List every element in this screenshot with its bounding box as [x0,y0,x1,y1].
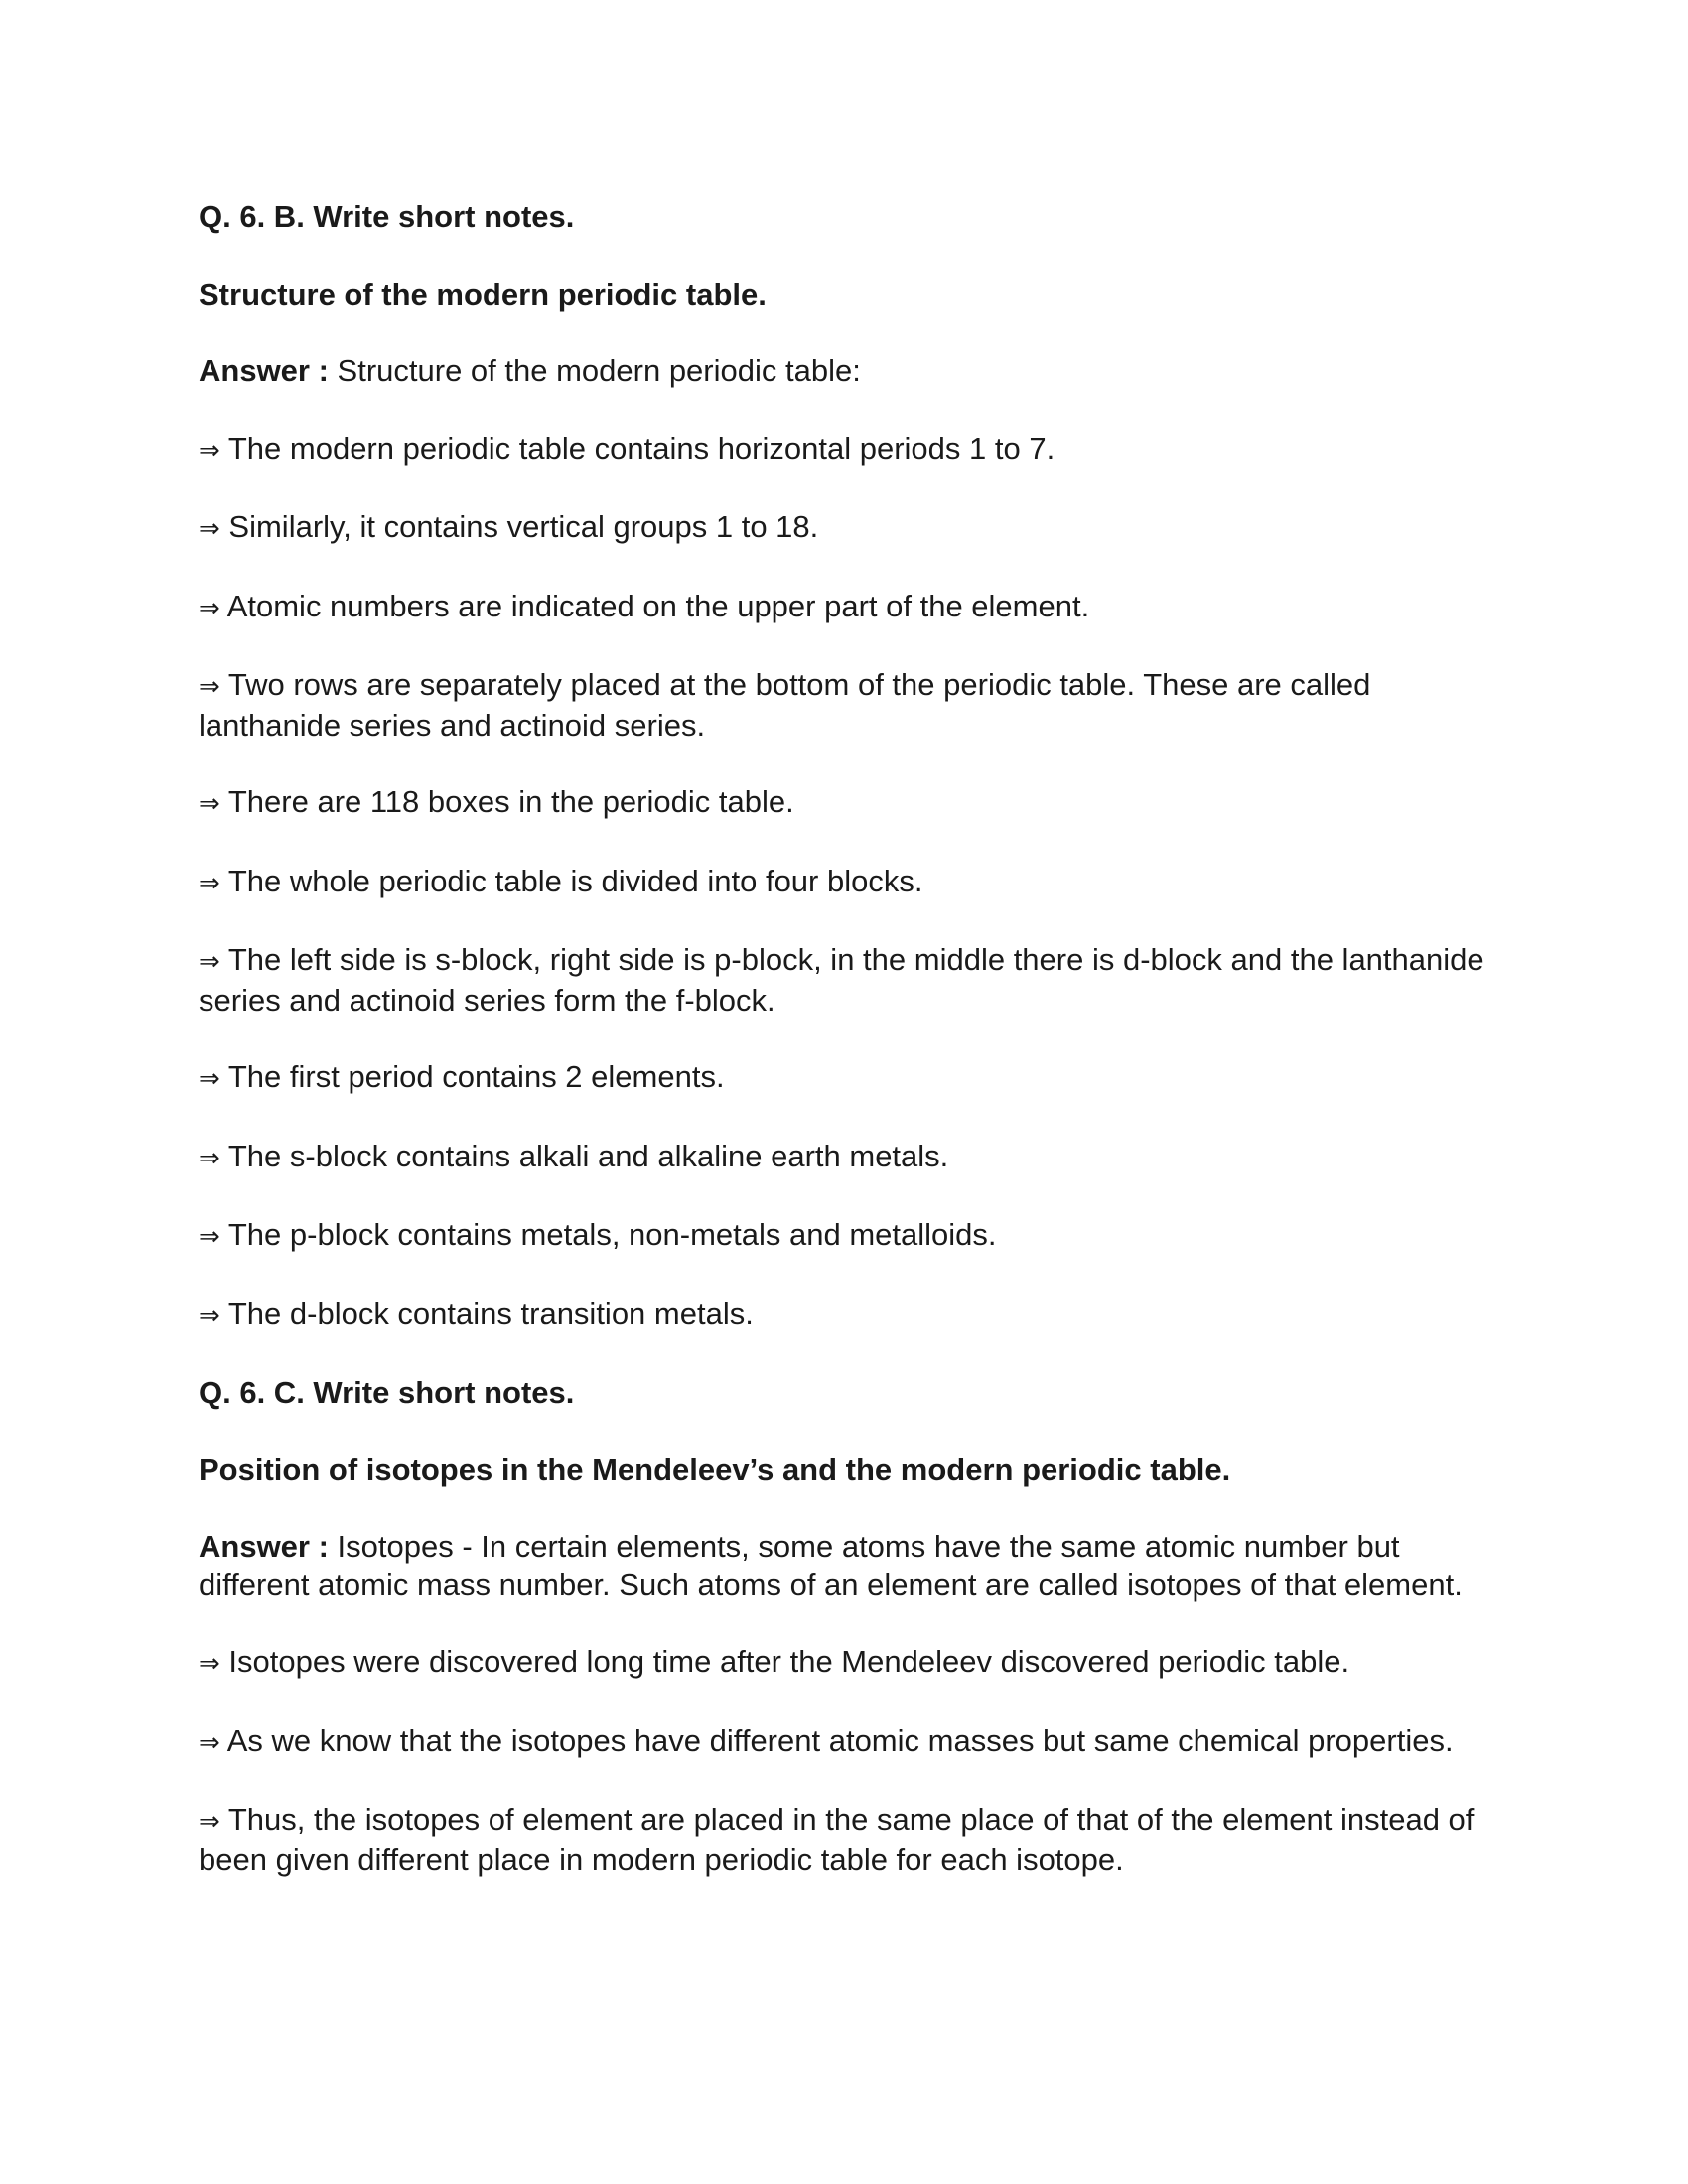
answer-paragraph-c [199,1528,1509,1604]
bullet-point [199,783,1509,824]
bullet-point [199,1296,1509,1336]
bullet-text: Isotopes were discovered long time after the Mendeleev discovered periodic table. [228,1644,1350,1679]
bullet-text: There are 118 boxes in the periodic table. [227,784,794,819]
arrow-icon: ⇒ [199,789,220,819]
bullet-point [199,430,1509,471]
bullet-point [199,863,1509,903]
bullet-text: The p-block contains metals, non-metals and metalloids. [227,1217,997,1252]
question-heading-c: Q. 6. C. Write short notes. [199,1375,575,1410]
bullet-text: Atomic numbers are indicated on the upper part of the element. [226,588,1090,623]
bullet-text: The left side is s-block, right side is p-block, in the middle there is d-block and the lanthanide series and actinoid series form the f-block. [199,942,1484,1018]
bullet-point [199,1058,1509,1099]
bullet-point [199,588,1509,628]
answer-label: Answer : [199,353,329,388]
arrow-icon: ⇒ [199,868,220,898]
arrow-icon: ⇒ [199,1064,220,1094]
topic-heading-c: Position of isotopes in the Mendeleev’s and the modern periodic table. [199,1451,1231,1487]
bullet-point [199,1216,1509,1257]
bullet-point [199,1722,1509,1763]
bullet-text: Two rows are separately placed at the bottom of the periodic table. These are called lanthanide series and actinoid series. [199,667,1371,743]
arrow-icon: ⇒ [199,1727,220,1758]
question-heading-b: Q. 6. B. Write short notes. [199,200,575,234]
arrow-icon: ⇒ [199,1222,220,1252]
arrow-icon: ⇒ [199,672,220,702]
answer-text: Isotopes - In certain elements, some atoms have the same atomic number but different atomic mass number. Such atoms of an element are called isotopes of that element. [199,1529,1463,1602]
arrow-icon: ⇒ [199,435,220,466]
bullet-text: The first period contains 2 elements. [227,1059,725,1094]
bullet-text: The d-block contains transition metals. [227,1296,754,1331]
answer-text: Structure of the modern periodic table: [328,353,861,388]
bullet-text: The s-block contains alkali and alkaline earth metals. [227,1138,949,1173]
bullet-point [199,508,1509,549]
bullet-point [199,1801,1509,1879]
bullet-text: Similarly, it contains vertical groups 1 to 18. [228,509,819,544]
arrow-icon: ⇒ [199,1300,220,1331]
bullet-point [199,1138,1509,1178]
arrow-icon: ⇒ [199,947,220,977]
arrow-icon: ⇒ [199,1807,220,1837]
answer-paragraph-b [199,352,1509,391]
bullet-point [199,1643,1509,1684]
topic-heading-b: Structure of the modern periodic table. [199,276,767,312]
bullet-text: The whole periodic table is divided into four blocks. [227,863,923,898]
arrow-icon: ⇒ [199,593,220,623]
bullet-point [199,666,1509,745]
bullet-point [199,941,1509,1020]
arrow-icon: ⇒ [199,514,220,544]
answer-label: Answer : [199,1529,329,1564]
arrow-icon: ⇒ [199,1143,220,1173]
document-page [199,199,1509,1918]
bullet-text: Thus, the isotopes of element are placed in the same place of that of the element instead of been given different place in modern periodic table for each isotope. [199,1802,1475,1877]
bullet-text: As we know that the isotopes have different atomic masses but same chemical properties. [226,1722,1454,1758]
arrow-icon: ⇒ [199,1649,220,1679]
bullet-text: The modern periodic table contains horizontal periods 1 to 7. [227,430,1055,466]
